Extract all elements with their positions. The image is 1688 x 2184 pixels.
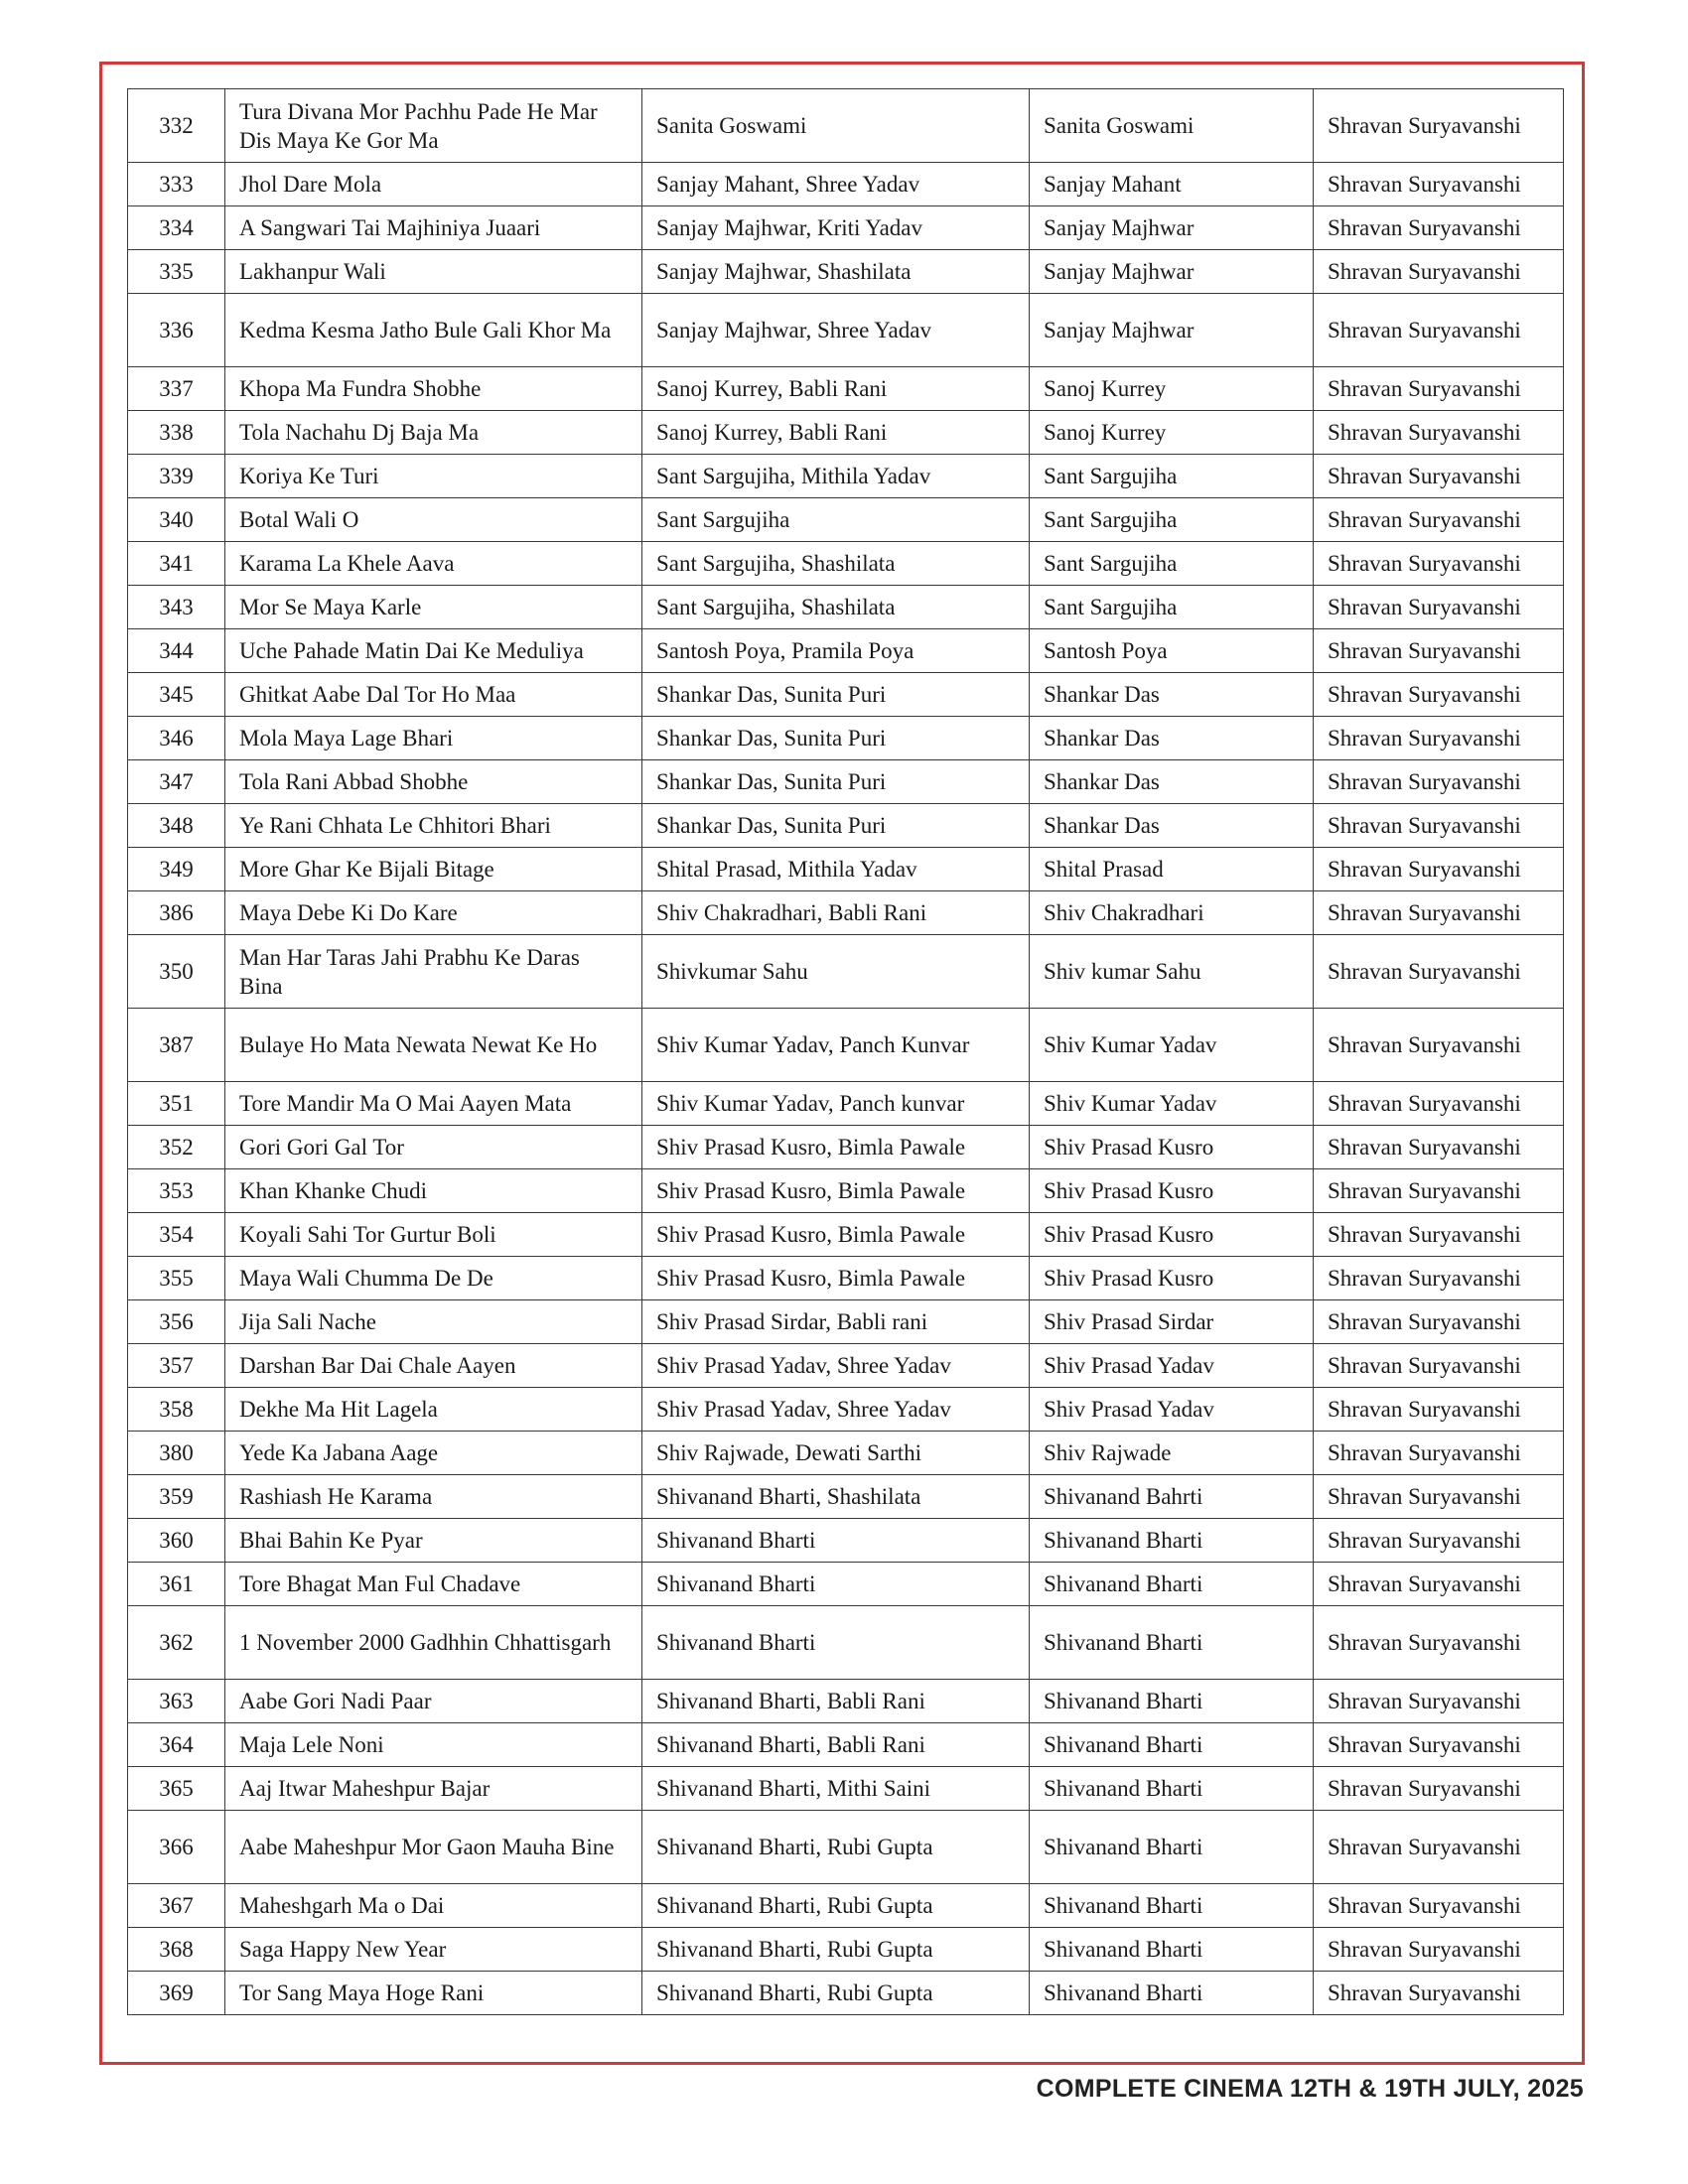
singers-cell: Shiv Chakradhari, Babli Rani <box>642 891 1030 935</box>
song-title-cell: Ye Rani Chhata Le Chhitori Bhari <box>225 804 642 848</box>
table-row <box>128 804 1564 848</box>
singers-cell: Shivanand Bharti <box>642 1606 1030 1680</box>
producer-cell: Shravan Suryavanshi <box>1314 891 1564 935</box>
table-row <box>128 1213 1564 1257</box>
song-number-cell: 343 <box>128 586 225 629</box>
music-director-cell: Sanjay Mahant <box>1030 163 1314 206</box>
singers-cell: Sanjay Majhwar, Kriti Yadav <box>642 206 1030 250</box>
song-number-cell: 349 <box>128 848 225 891</box>
producer-cell: Shravan Suryavanshi <box>1314 455 1564 498</box>
singers-cell: Shivanand Bharti, Babli Rani <box>642 1680 1030 1723</box>
singers-cell: Shivanand Bharti <box>642 1519 1030 1563</box>
song-title-cell: Tura Divana Mor Pachhu Pade He Mar Dis Maya Ke Gor Ma <box>225 89 642 163</box>
music-director-cell: Shivanand Bharti <box>1030 1606 1314 1680</box>
song-number-cell: 335 <box>128 250 225 294</box>
song-number-cell: 353 <box>128 1169 225 1213</box>
song-table <box>127 88 1564 2015</box>
song-number-cell: 336 <box>128 294 225 367</box>
producer-cell: Shravan Suryavanshi <box>1314 1432 1564 1475</box>
song-number-cell: 340 <box>128 498 225 542</box>
song-number-cell: 355 <box>128 1257 225 1300</box>
table-row <box>128 586 1564 629</box>
song-number-cell: 351 <box>128 1082 225 1126</box>
song-title-cell: Tore Mandir Ma O Mai Aayen Mata <box>225 1082 642 1126</box>
singers-cell: Shivanand Bharti, Rubi Gupta <box>642 1811 1030 1884</box>
table-row <box>128 1300 1564 1344</box>
table-row <box>128 1082 1564 1126</box>
producer-cell: Shravan Suryavanshi <box>1314 673 1564 717</box>
song-number-cell: 344 <box>128 629 225 673</box>
music-director-cell: Shiv Chakradhari <box>1030 891 1314 935</box>
table-row <box>128 1723 1564 1767</box>
singers-cell: Sanjay Majhwar, Shree Yadav <box>642 294 1030 367</box>
producer-cell: Shravan Suryavanshi <box>1314 848 1564 891</box>
singers-cell: Shiv Prasad Kusro, Bimla Pawale <box>642 1126 1030 1169</box>
song-title-cell: Darshan Bar Dai Chale Aayen <box>225 1344 642 1388</box>
producer-cell: Shravan Suryavanshi <box>1314 1300 1564 1344</box>
producer-cell: Shravan Suryavanshi <box>1314 294 1564 367</box>
singers-cell: Shivanand Bharti, Rubi Gupta <box>642 1972 1030 2015</box>
table-row <box>128 498 1564 542</box>
song-title-cell: Mola Maya Lage Bhari <box>225 717 642 760</box>
song-number-cell: 334 <box>128 206 225 250</box>
producer-cell: Shravan Suryavanshi <box>1314 629 1564 673</box>
singers-cell: Shankar Das, Sunita Puri <box>642 804 1030 848</box>
song-number-cell: 369 <box>128 1972 225 2015</box>
music-director-cell: Sanjay Majhwar <box>1030 294 1314 367</box>
song-title-cell: Khopa Ma Fundra Shobhe <box>225 367 642 411</box>
music-director-cell: Shivanand Bharti <box>1030 1928 1314 1972</box>
song-title-cell: Mor Se Maya Karle <box>225 586 642 629</box>
table-row <box>128 629 1564 673</box>
music-director-cell: Shivanand Bharti <box>1030 1972 1314 2015</box>
song-title-cell: Maja Lele Noni <box>225 1723 642 1767</box>
singers-cell: Shiv Kumar Yadav, Panch Kunvar <box>642 1009 1030 1082</box>
song-title-cell: More Ghar Ke Bijali Bitage <box>225 848 642 891</box>
singers-cell: Shiv Prasad Sirdar, Babli rani <box>642 1300 1030 1344</box>
producer-cell: Shravan Suryavanshi <box>1314 586 1564 629</box>
music-director-cell: Shivanand Bharti <box>1030 1723 1314 1767</box>
song-number-cell: 346 <box>128 717 225 760</box>
song-title-cell: Aabe Gori Nadi Paar <box>225 1680 642 1723</box>
song-number-cell: 368 <box>128 1928 225 1972</box>
singers-cell: Shiv Prasad Yadav, Shree Yadav <box>642 1344 1030 1388</box>
singers-cell: Shivanand Bharti, Rubi Gupta <box>642 1884 1030 1928</box>
table-row <box>128 1884 1564 1928</box>
table-row <box>128 848 1564 891</box>
producer-cell: Shravan Suryavanshi <box>1314 250 1564 294</box>
music-director-cell: Shivanand Bahrti <box>1030 1475 1314 1519</box>
table-row <box>128 1563 1564 1606</box>
music-director-cell: Shivanand Bharti <box>1030 1884 1314 1928</box>
song-title-cell: Tola Nachahu Dj Baja Ma <box>225 411 642 455</box>
song-number-cell: 361 <box>128 1563 225 1606</box>
producer-cell: Shravan Suryavanshi <box>1314 1767 1564 1811</box>
song-title-cell: Kedma Kesma Jatho Bule Gali Khor Ma <box>225 294 642 367</box>
table-row <box>128 1009 1564 1082</box>
producer-cell: Shravan Suryavanshi <box>1314 717 1564 760</box>
music-director-cell: Sanjay Majhwar <box>1030 206 1314 250</box>
music-director-cell: Shiv Prasad Kusro <box>1030 1169 1314 1213</box>
song-number-cell: 380 <box>128 1432 225 1475</box>
song-title-cell: Bulaye Ho Mata Newata Newat Ke Ho <box>225 1009 642 1082</box>
music-director-cell: Sant Sargujiha <box>1030 498 1314 542</box>
singers-cell: Shiv Prasad Kusro, Bimla Pawale <box>642 1169 1030 1213</box>
singers-cell: Shankar Das, Sunita Puri <box>642 717 1030 760</box>
singers-cell: Shiv Kumar Yadav, Panch kunvar <box>642 1082 1030 1126</box>
song-title-cell: Ghitkat Aabe Dal Tor Ho Maa <box>225 673 642 717</box>
song-number-cell: 356 <box>128 1300 225 1344</box>
song-number-cell: 339 <box>128 455 225 498</box>
song-title-cell: Maheshgarh Ma o Dai <box>225 1884 642 1928</box>
song-number-cell: 333 <box>128 163 225 206</box>
producer-cell: Shravan Suryavanshi <box>1314 1563 1564 1606</box>
music-director-cell: Shiv Rajwade <box>1030 1432 1314 1475</box>
song-number-cell: 350 <box>128 935 225 1009</box>
song-number-cell: 337 <box>128 367 225 411</box>
producer-cell: Shravan Suryavanshi <box>1314 1169 1564 1213</box>
singers-cell: Sant Sargujiha, Shashilata <box>642 542 1030 586</box>
song-title-cell: 1 November 2000 Gadhhin Chhattisgarh <box>225 1606 642 1680</box>
singers-cell: Shiv Prasad Yadav, Shree Yadav <box>642 1388 1030 1432</box>
table-row <box>128 1519 1564 1563</box>
producer-cell: Shravan Suryavanshi <box>1314 1213 1564 1257</box>
song-title-cell: Tor Sang Maya Hoge Rani <box>225 1972 642 2015</box>
producer-cell: Shravan Suryavanshi <box>1314 1126 1564 1169</box>
producer-cell: Shravan Suryavanshi <box>1314 760 1564 804</box>
music-director-cell: Shiv Prasad Kusro <box>1030 1213 1314 1257</box>
table-row <box>128 1811 1564 1884</box>
singers-cell: Shankar Das, Sunita Puri <box>642 760 1030 804</box>
singers-cell: Shivanand Bharti, Shashilata <box>642 1475 1030 1519</box>
song-title-cell: Koriya Ke Turi <box>225 455 642 498</box>
singers-cell: Sanjay Majhwar, Shashilata <box>642 250 1030 294</box>
table-row <box>128 935 1564 1009</box>
producer-cell: Shravan Suryavanshi <box>1314 163 1564 206</box>
music-director-cell: Shankar Das <box>1030 717 1314 760</box>
producer-cell: Shravan Suryavanshi <box>1314 804 1564 848</box>
producer-cell: Shravan Suryavanshi <box>1314 542 1564 586</box>
song-title-cell: Dekhe Ma Hit Lagela <box>225 1388 642 1432</box>
table-row <box>128 1257 1564 1300</box>
table-row <box>128 1606 1564 1680</box>
song-title-cell: Rashiash He Karama <box>225 1475 642 1519</box>
song-title-cell: Lakhanpur Wali <box>225 250 642 294</box>
singers-cell: Shiv Rajwade, Dewati Sarthi <box>642 1432 1030 1475</box>
singers-cell: Shivkumar Sahu <box>642 935 1030 1009</box>
song-title-cell: Aaj Itwar Maheshpur Bajar <box>225 1767 642 1811</box>
music-director-cell: Sanoj Kurrey <box>1030 411 1314 455</box>
table-row <box>128 367 1564 411</box>
music-director-cell: Shivanand Bharti <box>1030 1811 1314 1884</box>
song-title-cell: Jhol Dare Mola <box>225 163 642 206</box>
table-row <box>128 1767 1564 1811</box>
music-director-cell: Shankar Das <box>1030 673 1314 717</box>
song-number-cell: 332 <box>128 89 225 163</box>
table-row <box>128 294 1564 367</box>
song-title-cell: Maya Debe Ki Do Kare <box>225 891 642 935</box>
table-row <box>128 1680 1564 1723</box>
producer-cell: Shravan Suryavanshi <box>1314 1972 1564 2015</box>
producer-cell: Shravan Suryavanshi <box>1314 498 1564 542</box>
music-director-cell: Shankar Das <box>1030 760 1314 804</box>
music-director-cell: Shital Prasad <box>1030 848 1314 891</box>
producer-cell: Shravan Suryavanshi <box>1314 1082 1564 1126</box>
publication-footer: COMPLETE CINEMA 12TH & 19TH JULY, 2025 <box>1036 2075 1584 2103</box>
song-title-cell: Koyali Sahi Tor Gurtur Boli <box>225 1213 642 1257</box>
song-number-cell: 347 <box>128 760 225 804</box>
page-border <box>99 62 1585 2065</box>
music-director-cell: Sanoj Kurrey <box>1030 367 1314 411</box>
music-director-cell: Shivanand Bharti <box>1030 1563 1314 1606</box>
music-director-cell: Sanjay Majhwar <box>1030 250 1314 294</box>
song-number-cell: 366 <box>128 1811 225 1884</box>
producer-cell: Shravan Suryavanshi <box>1314 411 1564 455</box>
song-title-cell: Man Har Taras Jahi Prabhu Ke Daras Bina <box>225 935 642 1009</box>
song-number-cell: 359 <box>128 1475 225 1519</box>
table-row <box>128 89 1564 163</box>
song-number-cell: 358 <box>128 1388 225 1432</box>
singers-cell: Sant Sargujiha, Shashilata <box>642 586 1030 629</box>
table-row <box>128 1126 1564 1169</box>
singers-cell: Santosh Poya, Pramila Poya <box>642 629 1030 673</box>
music-director-cell: Shivanand Bharti <box>1030 1680 1314 1723</box>
song-title-cell: Tola Rani Abbad Shobhe <box>225 760 642 804</box>
music-director-cell: Sant Sargujiha <box>1030 455 1314 498</box>
song-number-cell: 367 <box>128 1884 225 1928</box>
song-title-cell: Karama La Khele Aava <box>225 542 642 586</box>
singers-cell: Sanoj Kurrey, Babli Rani <box>642 367 1030 411</box>
producer-cell: Shravan Suryavanshi <box>1314 1344 1564 1388</box>
table-row <box>128 891 1564 935</box>
song-number-cell: 386 <box>128 891 225 935</box>
song-number-cell: 364 <box>128 1723 225 1767</box>
producer-cell: Shravan Suryavanshi <box>1314 89 1564 163</box>
table-row <box>128 250 1564 294</box>
song-number-cell: 348 <box>128 804 225 848</box>
song-number-cell: 352 <box>128 1126 225 1169</box>
table-row <box>128 717 1564 760</box>
table-row <box>128 1169 1564 1213</box>
singers-cell: Shiv Prasad Kusro, Bimla Pawale <box>642 1213 1030 1257</box>
music-director-cell: Shiv Kumar Yadav <box>1030 1009 1314 1082</box>
music-director-cell: Shiv kumar Sahu <box>1030 935 1314 1009</box>
singers-cell: Sanita Goswami <box>642 89 1030 163</box>
song-number-cell: 387 <box>128 1009 225 1082</box>
song-title-cell: Khan Khanke Chudi <box>225 1169 642 1213</box>
music-director-cell: Shivanand Bharti <box>1030 1519 1314 1563</box>
song-title-cell: Gori Gori Gal Tor <box>225 1126 642 1169</box>
table-row <box>128 542 1564 586</box>
music-director-cell: Shiv Prasad Yadav <box>1030 1388 1314 1432</box>
singers-cell: Shivanand Bharti, Babli Rani <box>642 1723 1030 1767</box>
music-director-cell: Shankar Das <box>1030 804 1314 848</box>
song-title-cell: Aabe Maheshpur Mor Gaon Mauha Bine <box>225 1811 642 1884</box>
music-director-cell: Sanita Goswami <box>1030 89 1314 163</box>
producer-cell: Shravan Suryavanshi <box>1314 1884 1564 1928</box>
singers-cell: Shankar Das, Sunita Puri <box>642 673 1030 717</box>
song-number-cell: 345 <box>128 673 225 717</box>
music-director-cell: Shiv Prasad Sirdar <box>1030 1300 1314 1344</box>
producer-cell: Shravan Suryavanshi <box>1314 1723 1564 1767</box>
table-row <box>128 455 1564 498</box>
table-row <box>128 1344 1564 1388</box>
song-title-cell: Uche Pahade Matin Dai Ke Meduliya <box>225 629 642 673</box>
song-title-cell: Bhai Bahin Ke Pyar <box>225 1519 642 1563</box>
table-row <box>128 1475 1564 1519</box>
table-row <box>128 163 1564 206</box>
song-number-cell: 341 <box>128 542 225 586</box>
producer-cell: Shravan Suryavanshi <box>1314 1009 1564 1082</box>
producer-cell: Shravan Suryavanshi <box>1314 935 1564 1009</box>
producer-cell: Shravan Suryavanshi <box>1314 1606 1564 1680</box>
table-row <box>128 673 1564 717</box>
music-director-cell: Shiv Kumar Yadav <box>1030 1082 1314 1126</box>
song-number-cell: 354 <box>128 1213 225 1257</box>
music-director-cell: Shiv Prasad Kusro <box>1030 1257 1314 1300</box>
song-table-body <box>128 89 1564 2015</box>
singers-cell: Sant Sargujiha <box>642 498 1030 542</box>
song-title-cell: Maya Wali Chumma De De <box>225 1257 642 1300</box>
table-row <box>128 760 1564 804</box>
table-row <box>128 1432 1564 1475</box>
singers-cell: Sanjay Mahant, Shree Yadav <box>642 163 1030 206</box>
producer-cell: Shravan Suryavanshi <box>1314 1257 1564 1300</box>
music-director-cell: Santosh Poya <box>1030 629 1314 673</box>
table-row <box>128 206 1564 250</box>
producer-cell: Shravan Suryavanshi <box>1314 1811 1564 1884</box>
music-director-cell: Sant Sargujiha <box>1030 586 1314 629</box>
song-number-cell: 363 <box>128 1680 225 1723</box>
singers-cell: Shital Prasad, Mithila Yadav <box>642 848 1030 891</box>
singers-cell: Sanoj Kurrey, Babli Rani <box>642 411 1030 455</box>
producer-cell: Shravan Suryavanshi <box>1314 1519 1564 1563</box>
table-row <box>128 1972 1564 2015</box>
music-director-cell: Shiv Prasad Yadav <box>1030 1344 1314 1388</box>
producer-cell: Shravan Suryavanshi <box>1314 1680 1564 1723</box>
song-number-cell: 362 <box>128 1606 225 1680</box>
producer-cell: Shravan Suryavanshi <box>1314 1388 1564 1432</box>
song-title-cell: Tore Bhagat Man Ful Chadave <box>225 1563 642 1606</box>
song-number-cell: 338 <box>128 411 225 455</box>
song-title-cell: Jija Sali Nache <box>225 1300 642 1344</box>
singers-cell: Sant Sargujiha, Mithila Yadav <box>642 455 1030 498</box>
music-director-cell: Sant Sargujiha <box>1030 542 1314 586</box>
table-row <box>128 1388 1564 1432</box>
song-title-cell: A Sangwari Tai Majhiniya Juaari <box>225 206 642 250</box>
singers-cell: Shivanand Bharti <box>642 1563 1030 1606</box>
producer-cell: Shravan Suryavanshi <box>1314 367 1564 411</box>
song-title-cell: Yede Ka Jabana Aage <box>225 1432 642 1475</box>
singers-cell: Shivanand Bharti, Rubi Gupta <box>642 1928 1030 1972</box>
producer-cell: Shravan Suryavanshi <box>1314 206 1564 250</box>
song-title-cell: Botal Wali O <box>225 498 642 542</box>
singers-cell: Shiv Prasad Kusro, Bimla Pawale <box>642 1257 1030 1300</box>
music-director-cell: Shivanand Bharti <box>1030 1767 1314 1811</box>
song-number-cell: 365 <box>128 1767 225 1811</box>
song-title-cell: Saga Happy New Year <box>225 1928 642 1972</box>
singers-cell: Shivanand Bharti, Mithi Saini <box>642 1767 1030 1811</box>
table-row <box>128 411 1564 455</box>
producer-cell: Shravan Suryavanshi <box>1314 1475 1564 1519</box>
song-number-cell: 360 <box>128 1519 225 1563</box>
producer-cell: Shravan Suryavanshi <box>1314 1928 1564 1972</box>
song-number-cell: 357 <box>128 1344 225 1388</box>
table-row <box>128 1928 1564 1972</box>
music-director-cell: Shiv Prasad Kusro <box>1030 1126 1314 1169</box>
